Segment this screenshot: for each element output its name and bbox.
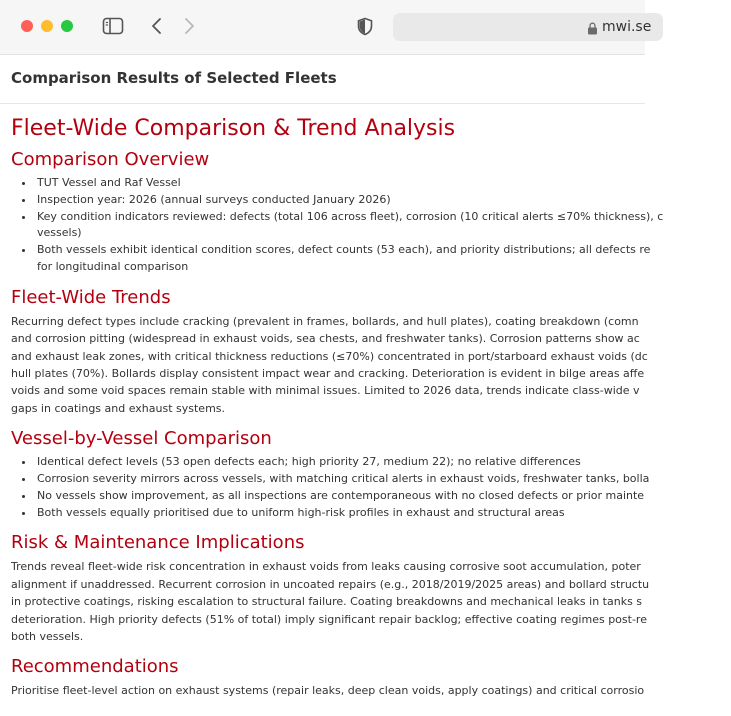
list-item: • Both vessels equally prioritised due to uniform high-risk profiles in exhaust and structural areas [35,505,731,522]
back-arrow-icon[interactable] [148,14,166,38]
lock-icon [587,20,598,39]
page-header-title: Comparison Results of Selected Fleets [11,69,337,87]
recommendations-heading: Recommendations [11,656,179,678]
overview-list [11,175,731,276]
list-item [35,242,731,276]
close-window-button[interactable] [21,20,33,32]
paragraph-line: deterioration. High priority defects (51% of total) imply significant repair backlog; effective coating regimes post-re [11,612,647,626]
trends-paragraph [11,313,731,417]
vessel-comparison-heading: Vessel-by-Vessel Comparison [11,428,272,450]
report-content [11,114,731,700]
vessel-comparison-list [11,454,731,521]
paragraph-line: and exhaust leak zones, with critical thickness reductions (≤70%) concentrated in port/starboard exhaust voids (dc [11,349,648,363]
list-item: • Identical defect levels (53 open defects each; high priority 27, medium 22); no relative differences [35,454,731,471]
list-item: • No vessels show improvement, as all inspections are contemporaneous with no closed defects or prior mainte [35,488,731,505]
trends-heading: Fleet-Wide Trends [11,286,171,308]
paragraph-line: voids and some void spaces remain stable with minimal issues. Limited to 2026 data, trends indicate class-wide v [11,384,640,398]
address-bar[interactable] [393,13,663,41]
page-header [0,55,645,104]
paragraph-line: gaps in coatings and exhaust systems. [11,401,226,415]
list-item: • Corrosion severity mirrors across vessels, with matching critical alerts in exhaust voids, freshwater tanks, bolla [35,471,731,488]
paragraph-line: hull plates (70%). Bollards display consistent impact wear and cracking. Deterioration is evident in bilge areas affe [11,367,645,380]
list-item-line: for longitudinal comparison [37,259,189,273]
browser-toolbar [0,0,652,55]
paragraph-line: Trends reveal fleet-wide risk concentration in exhaust voids from leaks causing corrosive soot accumulation, poter [11,560,641,574]
list-item-line: Key condition indicators reviewed: defects (total 106 across fleet), corrosion (10 critical alerts ≤70% thickness), c [37,209,664,223]
list-item: • TUT Vessel and Raf Vessel [35,175,731,192]
list-item-line: vessels) [37,226,82,240]
risk-paragraph [11,558,731,645]
paragraph-line: and corrosion pitting (widespread in exhaust voids, sea chests, and freshwater tanks). Corrosion patterns show ac [11,332,640,346]
list-item: • Inspection year: 2026 (annual surveys conducted January 2026) [35,192,731,209]
recommendations-paragraph [11,682,731,699]
risk-heading: Risk & Maintenance Implications [11,532,305,554]
privacy-shield-icon[interactable] [354,14,376,38]
overview-heading: Comparison Overview [11,149,210,170]
paragraph-line: Prioritise fleet-level action on exhaust systems (repair leaks, deep clean voids, apply coatings) and critical corrosio [11,684,645,698]
paragraph-line: in protective coatings, risking escalation to structural failure. Coating breakdowns and mechanical leaks in tanks s [11,595,643,609]
paragraph-line: both vessels. [11,630,84,644]
paragraph-line: Recurring defect types include cracking (prevalent in frames, bollards, and hull plates), coating breakdown (comn [11,314,639,328]
list-item [35,209,731,243]
sidebar-toggle-icon[interactable] [102,14,124,38]
paragraph-line: alignment if unaddressed. Recurrent corrosion in uncoated repairs (e.g., 2018/2019/2025 areas) and bollard structu [11,577,650,591]
report-title: Fleet-Wide Comparison & Trend Analysis [11,116,456,141]
list-item-line: Both vessels exhibit identical condition scores, defect counts (53 each), and priority distributions; all defects re [37,243,651,257]
minimize-window-button[interactable] [41,20,53,32]
maximize-window-button[interactable] [61,20,73,32]
forward-arrow-icon[interactable] [180,14,198,38]
url-text: mwi.se [602,19,652,35]
